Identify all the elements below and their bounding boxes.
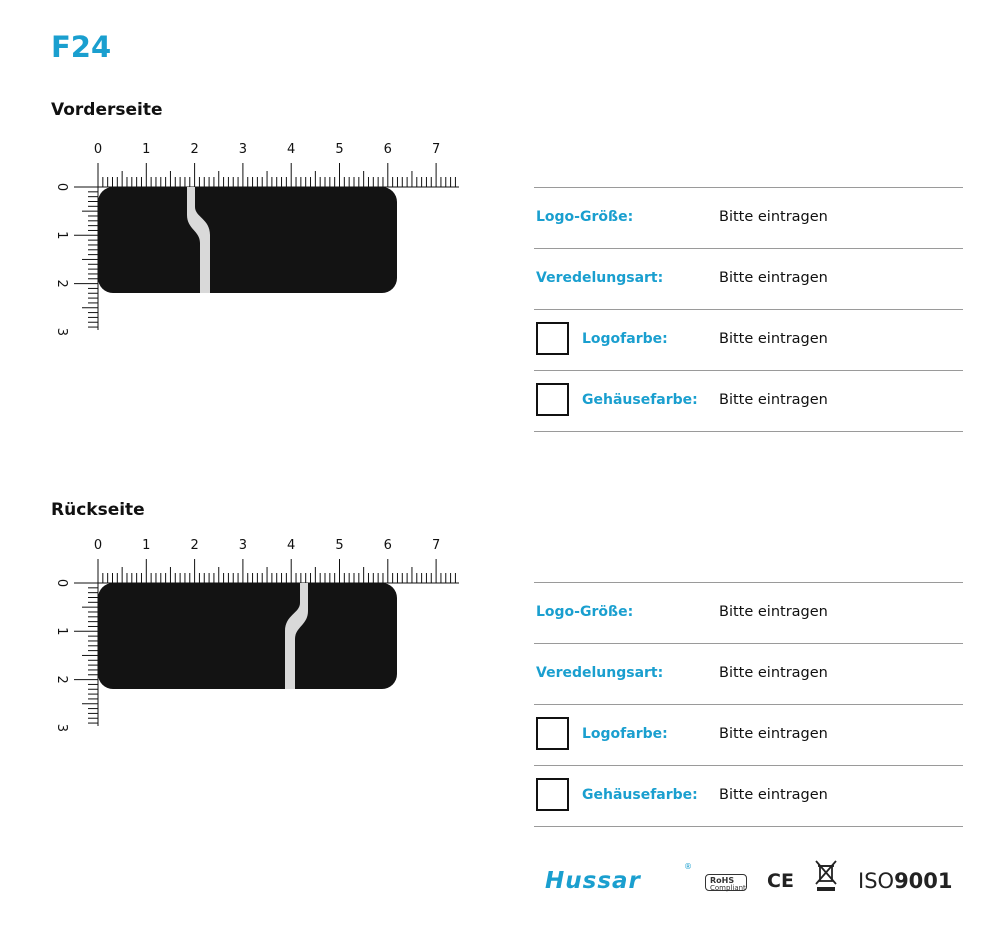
v-ruler-label: 2 <box>54 279 69 288</box>
weee-bin-icon <box>813 858 839 894</box>
h-ruler-label: 1 <box>142 142 151 157</box>
h-ruler-label: 2 <box>190 538 199 553</box>
v-ruler-label: 0 <box>54 578 69 588</box>
front-side-heading: Vorderseite <box>51 100 163 120</box>
logo-color-row <box>534 309 963 370</box>
v-ruler-label: 3 <box>54 723 69 733</box>
page-title: F24 <box>51 30 112 64</box>
certification-footer <box>545 858 955 898</box>
h-ruler-label: 4 <box>287 538 296 553</box>
finishing-type-label: Veredelungsart: <box>536 665 664 681</box>
logo-size-label: Logo-Größe: <box>536 604 634 620</box>
case-color-swatch[interactable] <box>536 383 569 416</box>
hussar-logo: Hussar <box>545 868 641 894</box>
v-ruler-label: 1 <box>54 231 69 240</box>
front-detail-form <box>534 187 963 432</box>
finishing-type-field[interactable]: Bitte eintragen <box>719 665 828 681</box>
h-ruler-label: 1 <box>142 538 151 553</box>
logo-size-field[interactable]: Bitte eintragen <box>719 209 828 225</box>
h-ruler-label: 2 <box>190 142 199 157</box>
horizontal-ruler <box>98 559 459 583</box>
vertical-ruler <box>74 187 98 330</box>
vertical-ruler-labels <box>54 579 69 732</box>
vertical-ruler <box>74 583 98 726</box>
vertical-ruler-labels <box>54 183 69 336</box>
logo-color-field[interactable]: Bitte eintragen <box>719 726 828 742</box>
finishing-type-row <box>534 643 963 704</box>
horizontal-ruler-labels <box>94 538 440 553</box>
h-ruler-label: 7 <box>431 142 441 157</box>
case-color-row <box>534 765 963 827</box>
back-detail-form <box>534 582 963 827</box>
h-ruler-label: 4 <box>287 142 296 157</box>
h-ruler-label: 0 <box>93 538 103 553</box>
case-color-label: Gehäusefarbe: <box>582 392 698 408</box>
h-ruler-label: 0 <box>93 142 103 157</box>
logo-color-label: Logofarbe: <box>582 726 668 742</box>
logo-size-label: Logo-Größe: <box>536 209 634 225</box>
logo-color-label: Logofarbe: <box>582 331 668 347</box>
v-ruler-label: 1 <box>54 627 69 636</box>
case-color-swatch[interactable] <box>536 778 569 811</box>
back-ruler-diagram <box>50 531 470 736</box>
iso-prefix: ISO <box>858 869 895 893</box>
iso-number: 9001 <box>894 869 953 893</box>
registered-mark: ® <box>684 862 692 871</box>
finishing-type-row <box>534 248 963 309</box>
h-ruler-label: 6 <box>383 538 392 553</box>
v-ruler-label: 0 <box>54 182 69 192</box>
h-ruler-label: 5 <box>335 142 344 157</box>
logo-color-row <box>534 704 963 765</box>
horizontal-ruler <box>98 163 459 187</box>
h-ruler-label: 6 <box>383 142 392 157</box>
finishing-type-field[interactable]: Bitte eintragen <box>719 270 828 286</box>
logo-color-swatch[interactable] <box>536 717 569 750</box>
case-color-field[interactable]: Bitte eintragen <box>719 392 828 408</box>
case-color-field[interactable]: Bitte eintragen <box>719 787 828 803</box>
h-ruler-label: 3 <box>238 142 248 157</box>
logo-color-field[interactable]: Bitte eintragen <box>719 331 828 347</box>
rohs-badge-title: RoHS <box>710 876 735 885</box>
case-color-row <box>534 370 963 432</box>
logo-size-row <box>534 582 963 643</box>
device-silhouette <box>98 187 397 293</box>
v-ruler-label: 2 <box>54 675 69 684</box>
logo-color-swatch[interactable] <box>536 322 569 355</box>
logo-size-field[interactable]: Bitte eintragen <box>719 604 828 620</box>
case-color-label: Gehäusefarbe: <box>582 787 698 803</box>
rohs-badge-subtitle: Compliant <box>710 884 746 892</box>
h-ruler-label: 5 <box>335 538 344 553</box>
finishing-type-label: Veredelungsart: <box>536 270 664 286</box>
back-side-heading: Rückseite <box>51 500 145 520</box>
rohs-badge <box>705 874 747 891</box>
iso-9001-mark <box>858 869 953 893</box>
device-silhouette <box>98 583 397 689</box>
front-ruler-diagram <box>50 135 470 340</box>
h-ruler-label: 7 <box>431 538 441 553</box>
v-ruler-label: 3 <box>54 327 69 337</box>
horizontal-ruler-labels <box>94 142 440 157</box>
h-ruler-label: 3 <box>238 538 248 553</box>
ce-mark: CE <box>767 870 794 892</box>
logo-size-row <box>534 187 963 248</box>
